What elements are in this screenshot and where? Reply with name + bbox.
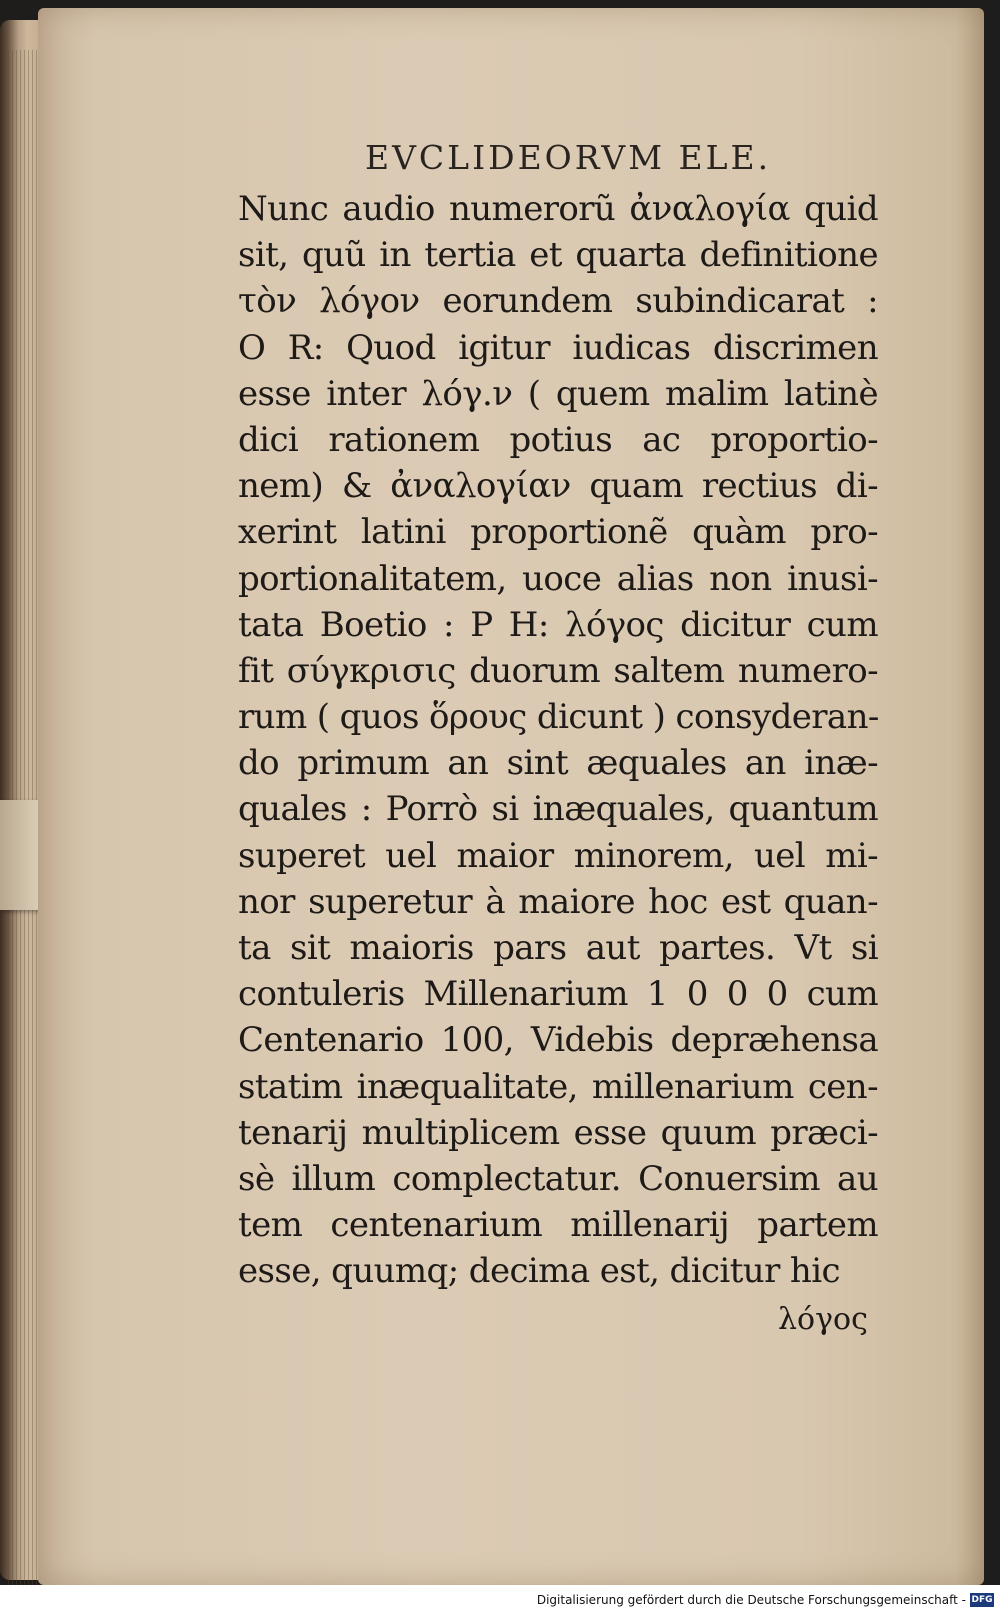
text-line: contuleris Millenarium 1 0 0 0 cum — [238, 974, 878, 1015]
running-head: EVCLIDEORVM ELE. — [365, 138, 772, 177]
text-line: nor superetur à maiore hoc est quan- — [238, 881, 878, 922]
text-line: tem centenarium millenarij partem — [238, 1205, 878, 1246]
text-line: ta sit maioris pars aut partes. Vt si — [238, 928, 878, 968]
funding-credit: Digitalisierung gefördert durch die Deutsche Forschungsgemeinschaft - — [536, 1593, 966, 1607]
text-line: esse inter λόγ.ν ( quem malim latinè — [238, 373, 878, 414]
text-line: dici rationem potius ac proportio- — [238, 419, 878, 460]
text-line: esse, quumq; decima est, dicitur hic — [238, 1251, 840, 1292]
text-line: tenarij multiplicem esse quum præci- — [238, 1112, 878, 1153]
text-line: τὸν λόγον eorundem subindicarat : — [238, 281, 878, 322]
text-line: statim inæqualitate, millenarium cen- — [238, 1066, 878, 1107]
digitization-footer — [0, 1585, 1000, 1621]
text-line: tata Boetio : P H: λόγος dicitur cum — [238, 604, 878, 645]
catchword: λόγος — [778, 1302, 868, 1337]
text-line: sit, quũ in tertia et quarta definitione — [238, 235, 878, 276]
text-line: quales : Porrò si inæquales, quantum — [238, 789, 878, 830]
text-line: do primum an sint æquales an inæ- — [238, 743, 878, 784]
text-line: xerint latini proportionẽ quàm pro- — [238, 512, 878, 553]
main-text-block — [238, 186, 878, 1295]
text-line: nem) & ἀναλογίαν quam rectius di- — [238, 466, 878, 507]
text-line: portionalitatem, uoce alias non inusi- — [238, 558, 878, 599]
text-line: Centenario 100, Videbis depræhensa — [238, 1020, 878, 1061]
text-line: rum ( quos ὅρους dicunt ) consyderan- — [238, 697, 879, 738]
text-line: sè illum complectatur. Conuersim au — [238, 1158, 878, 1199]
dfg-logo-icon: DFG — [971, 1595, 993, 1605]
text-line: superet uel maior minorem, uel mi- — [238, 835, 878, 876]
text-line: Nunc audio numerorũ ἀναλογία quid — [238, 189, 878, 229]
text-line: O R: Quod igitur iudicas discrimen — [238, 327, 878, 368]
text-line: fit σύγκρισις duorum saltem numero- — [238, 650, 878, 691]
